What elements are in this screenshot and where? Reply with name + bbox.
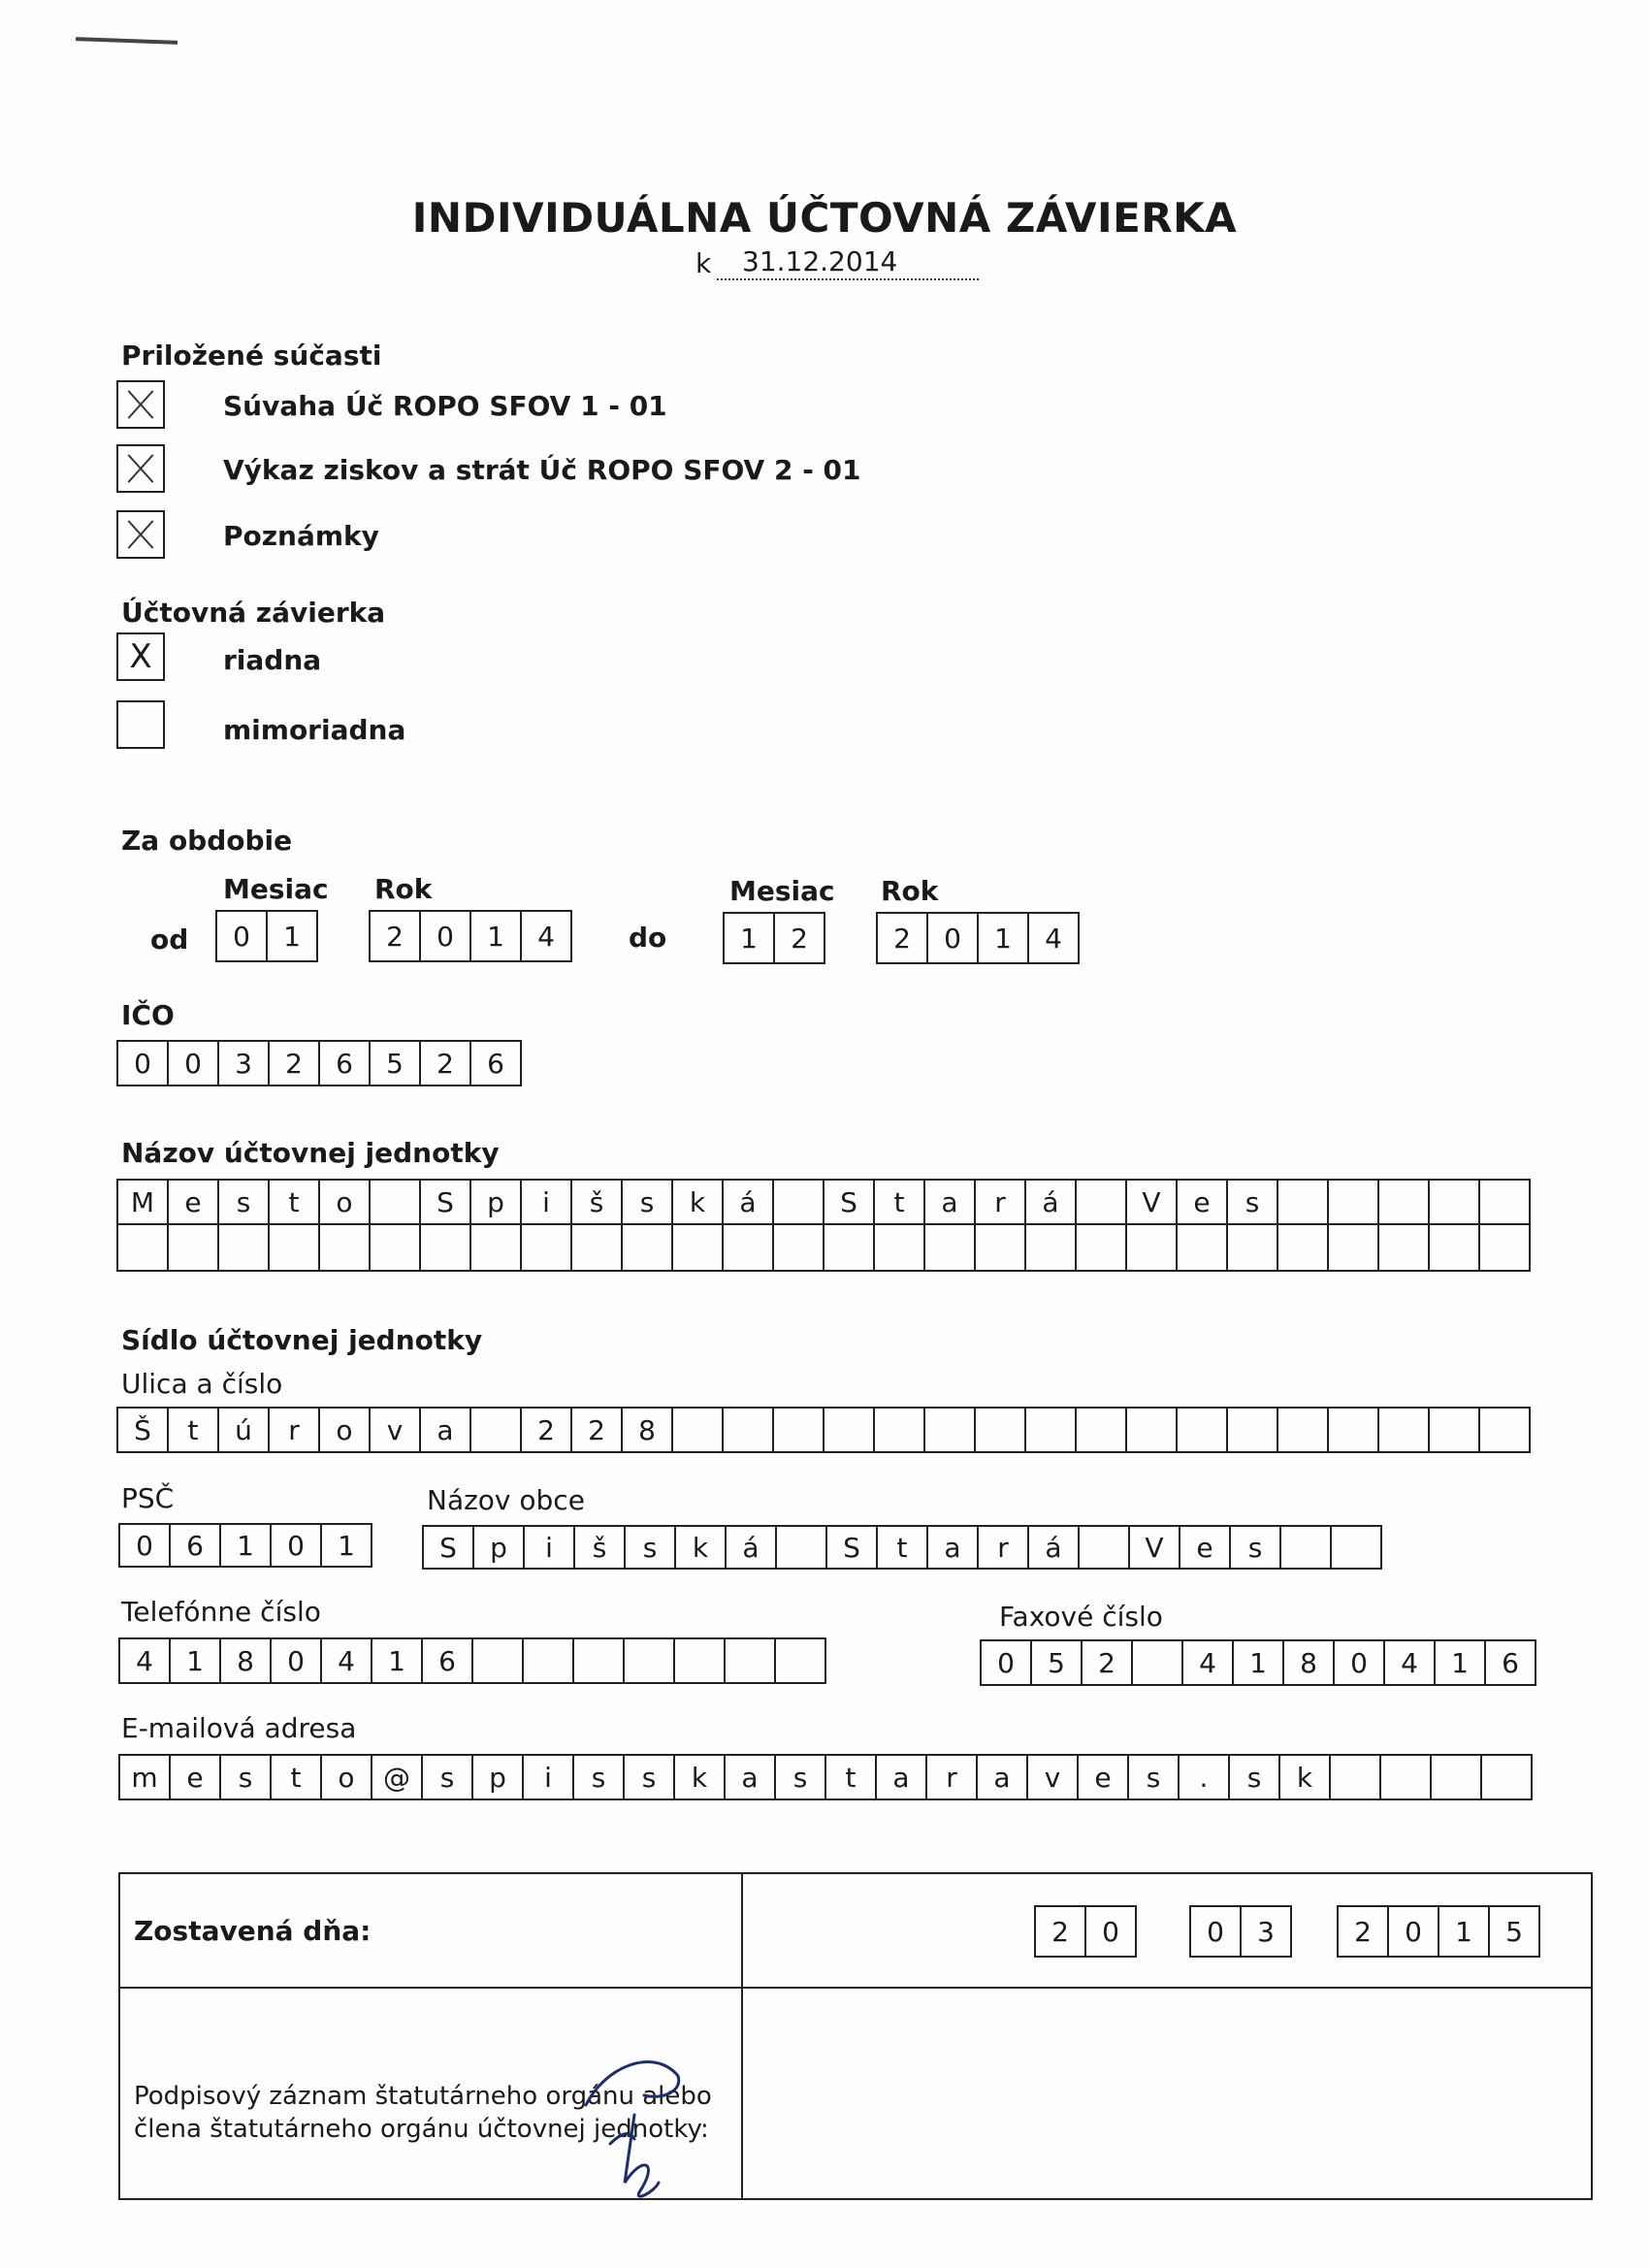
phone-label: Telefónne číslo	[121, 1596, 321, 1628]
cell: 0	[421, 912, 471, 960]
cell	[976, 1225, 1026, 1270]
phone-field[interactable]	[118, 1637, 826, 1684]
cell	[371, 1181, 421, 1223]
cell: s	[574, 1756, 625, 1798]
town-field[interactable]	[422, 1525, 1382, 1570]
cell: k	[676, 1527, 727, 1568]
cell	[169, 1225, 219, 1270]
name-label: Názov účtovnej jednotky	[121, 1137, 500, 1169]
cell: 0	[272, 1639, 322, 1682]
seat-label: Sídlo účtovnej jednotky	[121, 1324, 483, 1356]
compiled-label-cell	[119, 1873, 742, 1988]
cell	[1278, 1225, 1329, 1270]
cell	[1178, 1225, 1228, 1270]
cell: 5	[371, 1042, 421, 1085]
cell: 6	[471, 1042, 522, 1085]
cell	[270, 1225, 320, 1270]
cell: 4	[322, 1639, 372, 1682]
cell	[875, 1409, 925, 1451]
cell: a	[877, 1756, 927, 1798]
cell	[574, 1639, 625, 1682]
cell: e	[1079, 1756, 1129, 1798]
cell	[1432, 1756, 1482, 1798]
cell: 1	[268, 912, 318, 960]
signature-label-line-1: Podpisový záznam štatutárneho orgánu alebo	[134, 2082, 712, 2111]
cell: 0	[1389, 1907, 1439, 1956]
from-month-label: Mesiac	[223, 873, 329, 905]
cell	[925, 1409, 976, 1451]
label-vykaz: Výkaz ziskov a strát Úč ROPO SFOV 2 - 01	[223, 454, 861, 486]
date-value: 31.12.2014	[742, 245, 898, 277]
to-label: do	[629, 922, 667, 954]
cell	[1127, 1409, 1178, 1451]
cell	[471, 1225, 522, 1270]
signature-label-line-2: člena štatutárneho orgánu účtovnej jednotky:	[134, 2115, 709, 2144]
cell: m	[120, 1756, 171, 1798]
cell: r	[270, 1409, 320, 1451]
date-dotted-line	[717, 278, 979, 280]
cell	[726, 1639, 776, 1682]
cell: s	[776, 1756, 826, 1798]
cell	[824, 1225, 875, 1270]
cell	[1480, 1225, 1531, 1270]
closing-date	[695, 245, 898, 279]
cell	[776, 1639, 826, 1682]
cell: 2	[572, 1409, 623, 1451]
cell	[320, 1225, 371, 1270]
cell: .	[1180, 1756, 1230, 1798]
cell	[774, 1409, 824, 1451]
cell: 1	[1439, 1907, 1490, 1956]
cell: 0	[928, 914, 979, 962]
cell: 4	[1385, 1641, 1436, 1684]
cell	[1379, 1409, 1430, 1451]
cell: s	[221, 1756, 272, 1798]
cell: 5	[1032, 1641, 1083, 1684]
to-year-field[interactable]	[876, 912, 1080, 964]
cell: 1	[322, 1525, 372, 1566]
cell: 2	[775, 914, 825, 962]
cell	[774, 1181, 824, 1223]
compiled-signature-table	[118, 1872, 1593, 2200]
compiled-date-cell	[742, 1873, 1592, 1988]
cell: 0	[217, 912, 268, 960]
cell: i	[522, 1181, 572, 1223]
cell: 1	[1234, 1641, 1284, 1684]
cell	[925, 1225, 976, 1270]
checkbox-suvaha[interactable]	[116, 380, 165, 429]
from-year-label: Rok	[374, 873, 433, 905]
compiled-day[interactable]	[1034, 1905, 1137, 1958]
cell	[1331, 1756, 1381, 1798]
cell: s	[626, 1527, 676, 1568]
checkbox-poznamky[interactable]	[116, 510, 165, 559]
town-label: Názov obce	[427, 1484, 585, 1516]
cell	[875, 1225, 925, 1270]
cell	[777, 1527, 827, 1568]
period-heading: Za obdobie	[121, 825, 293, 857]
cell: t	[270, 1181, 320, 1223]
cell: 2	[371, 912, 421, 960]
cell	[1077, 1181, 1127, 1223]
cell: s	[1230, 1756, 1280, 1798]
cell: 0	[272, 1525, 322, 1566]
cell	[625, 1639, 675, 1682]
cell: p	[473, 1756, 524, 1798]
cell: 4	[1183, 1641, 1234, 1684]
cell	[1178, 1409, 1228, 1451]
from-year-field[interactable]	[369, 910, 572, 962]
cell	[1329, 1181, 1379, 1223]
cell: á	[1029, 1527, 1080, 1568]
label-mimoriadna: mimoriadna	[223, 714, 406, 746]
cell: S	[421, 1181, 471, 1223]
closing-type-heading: Účtovná závierka	[121, 597, 386, 629]
cell: š	[575, 1527, 626, 1568]
cell	[1430, 1181, 1480, 1223]
street-field[interactable]	[116, 1407, 1531, 1453]
cell: 0	[982, 1641, 1032, 1684]
cell	[675, 1639, 726, 1682]
cell: á	[724, 1181, 774, 1223]
street-label: Ulica a číslo	[121, 1368, 283, 1400]
cell: @	[372, 1756, 423, 1798]
cell: S	[824, 1181, 875, 1223]
cell: k	[1280, 1756, 1331, 1798]
cell	[1480, 1409, 1531, 1451]
cell: t	[826, 1756, 877, 1798]
cell: 8	[623, 1409, 673, 1451]
cell	[1430, 1225, 1480, 1270]
cell	[774, 1225, 824, 1270]
cell: 0	[118, 1042, 169, 1085]
cell	[1077, 1225, 1127, 1270]
psc-label: PSČ	[121, 1482, 175, 1514]
cell: o	[322, 1756, 372, 1798]
cell	[1026, 1409, 1077, 1451]
signature-blank-cell	[742, 1988, 1592, 2199]
cell: s	[423, 1756, 473, 1798]
cell: 6	[320, 1042, 371, 1085]
cell: s	[1231, 1527, 1281, 1568]
cell: s	[625, 1756, 675, 1798]
cell	[524, 1639, 574, 1682]
cell: t	[272, 1756, 322, 1798]
cell: r	[976, 1181, 1026, 1223]
cell	[1379, 1225, 1430, 1270]
cell	[1133, 1641, 1183, 1684]
ico-label: IČO	[121, 999, 175, 1031]
cell	[1480, 1181, 1531, 1223]
cell: i	[525, 1527, 575, 1568]
cell: 5	[1490, 1907, 1540, 1956]
cell: t	[169, 1409, 219, 1451]
cell	[724, 1225, 774, 1270]
cell: 4	[120, 1639, 171, 1682]
email-label: E-mailová adresa	[121, 1712, 357, 1744]
scan-mark	[76, 37, 178, 45]
cell: 6	[1486, 1641, 1536, 1684]
cell: 8	[1284, 1641, 1335, 1684]
fax-label: Faxové číslo	[999, 1601, 1163, 1633]
cell	[824, 1409, 875, 1451]
cell	[219, 1225, 270, 1270]
cell	[1077, 1409, 1127, 1451]
cell: 0	[1086, 1907, 1137, 1956]
compiled-label: Zostavená dňa:	[134, 1914, 372, 1947]
cell: 2	[421, 1042, 471, 1085]
cell: r	[927, 1756, 978, 1798]
compiled-year[interactable]	[1337, 1905, 1540, 1958]
cell: e	[171, 1756, 221, 1798]
checkbox-mimoriadna[interactable]	[116, 700, 165, 749]
cell: s	[1129, 1756, 1180, 1798]
name-row-2[interactable]	[116, 1225, 1531, 1272]
cell: e	[1180, 1527, 1231, 1568]
cell: s	[623, 1181, 673, 1223]
cell: 1	[372, 1639, 423, 1682]
cell	[572, 1225, 623, 1270]
cell: 2	[1036, 1907, 1086, 1956]
signature-label-cell	[119, 1988, 742, 2199]
compiled-month[interactable]	[1189, 1905, 1292, 1958]
cell: S	[424, 1527, 474, 1568]
cell: 1	[221, 1525, 272, 1566]
cell: e	[1178, 1181, 1228, 1223]
cell: s	[1228, 1181, 1278, 1223]
cell: Š	[118, 1409, 169, 1451]
cell: 2	[270, 1042, 320, 1085]
label-suvaha: Súvaha Úč ROPO SFOV 1 - 01	[223, 390, 667, 422]
cell: o	[320, 1409, 371, 1451]
cell	[976, 1409, 1026, 1451]
cell: 6	[423, 1639, 473, 1682]
cell	[724, 1409, 774, 1451]
cell: 4	[522, 912, 572, 960]
cell	[1281, 1527, 1332, 1568]
label-poznamky: Poznámky	[223, 520, 379, 552]
cell	[473, 1639, 524, 1682]
cell	[1482, 1756, 1533, 1798]
date-prefix: k	[695, 247, 712, 279]
cell: 0	[1191, 1907, 1242, 1956]
cell	[1026, 1225, 1077, 1270]
cell: š	[572, 1181, 623, 1223]
to-month-field[interactable]	[723, 912, 825, 964]
cell	[673, 1409, 724, 1451]
label-riadna: riadna	[223, 644, 322, 676]
cell: s	[219, 1181, 270, 1223]
cell: p	[474, 1527, 525, 1568]
cell: v	[1028, 1756, 1079, 1798]
cell: S	[827, 1527, 878, 1568]
cell: i	[524, 1756, 574, 1798]
cell: 1	[979, 914, 1029, 962]
cell: a	[726, 1756, 776, 1798]
cell	[1332, 1527, 1382, 1568]
cell: 0	[120, 1525, 171, 1566]
from-label: od	[150, 923, 189, 956]
cell: a	[421, 1409, 471, 1451]
cell: 1	[725, 914, 775, 962]
checkbox-riadna[interactable]: X	[116, 632, 165, 681]
handwritten-signature	[566, 2047, 693, 2212]
checkbox-vykaz[interactable]	[116, 444, 165, 493]
cell	[1080, 1527, 1130, 1568]
cell: k	[675, 1756, 726, 1798]
ico-field[interactable]	[116, 1040, 522, 1086]
cell: 3	[1242, 1907, 1292, 1956]
cell: t	[878, 1527, 928, 1568]
cell: t	[875, 1181, 925, 1223]
cell: e	[169, 1181, 219, 1223]
cell	[1329, 1225, 1379, 1270]
cell: p	[471, 1181, 522, 1223]
from-month-field[interactable]	[215, 910, 318, 962]
cell	[1329, 1409, 1379, 1451]
cell: 1	[471, 912, 522, 960]
cell	[1228, 1225, 1278, 1270]
cell: 1	[1436, 1641, 1486, 1684]
cell	[673, 1225, 724, 1270]
email-field[interactable]	[118, 1754, 1533, 1800]
page-title: INDIVIDUÁLNA ÚČTOVNÁ ZÁVIERKA	[411, 194, 1238, 242]
cell	[118, 1225, 169, 1270]
attached-heading: Priložené súčasti	[121, 340, 382, 372]
cell: 2	[878, 914, 928, 962]
cell: a	[978, 1756, 1028, 1798]
cell: 1	[171, 1639, 221, 1682]
cell	[623, 1225, 673, 1270]
cell: 2	[522, 1409, 572, 1451]
cell	[1381, 1756, 1432, 1798]
cell: o	[320, 1181, 371, 1223]
psc-field[interactable]	[118, 1523, 372, 1568]
cell: 4	[1029, 914, 1080, 962]
cell	[1278, 1181, 1329, 1223]
cell	[1278, 1409, 1329, 1451]
cell: v	[371, 1409, 421, 1451]
cell	[1430, 1409, 1480, 1451]
cell: 0	[169, 1042, 219, 1085]
to-year-label: Rok	[881, 875, 939, 907]
cell	[1228, 1409, 1278, 1451]
cell: 8	[221, 1639, 272, 1682]
to-month-label: Mesiac	[729, 875, 835, 907]
cell: M	[118, 1181, 169, 1223]
cell: 6	[171, 1525, 221, 1566]
cell: 0	[1335, 1641, 1385, 1684]
cell: 2	[1083, 1641, 1133, 1684]
cell: 2	[1339, 1907, 1389, 1956]
cell: 3	[219, 1042, 270, 1085]
cell	[471, 1409, 522, 1451]
cell	[421, 1225, 471, 1270]
cell: a	[925, 1181, 976, 1223]
cell: V	[1130, 1527, 1180, 1568]
cell: V	[1127, 1181, 1178, 1223]
cell: á	[727, 1527, 777, 1568]
cell: k	[673, 1181, 724, 1223]
cell	[1127, 1225, 1178, 1270]
cell	[522, 1225, 572, 1270]
name-row-1[interactable]	[116, 1179, 1531, 1225]
cell: ú	[219, 1409, 270, 1451]
cell	[371, 1225, 421, 1270]
cell: a	[928, 1527, 979, 1568]
cell	[1379, 1181, 1430, 1223]
cell: r	[979, 1527, 1029, 1568]
cell: á	[1026, 1181, 1077, 1223]
fax-field[interactable]	[980, 1639, 1536, 1686]
